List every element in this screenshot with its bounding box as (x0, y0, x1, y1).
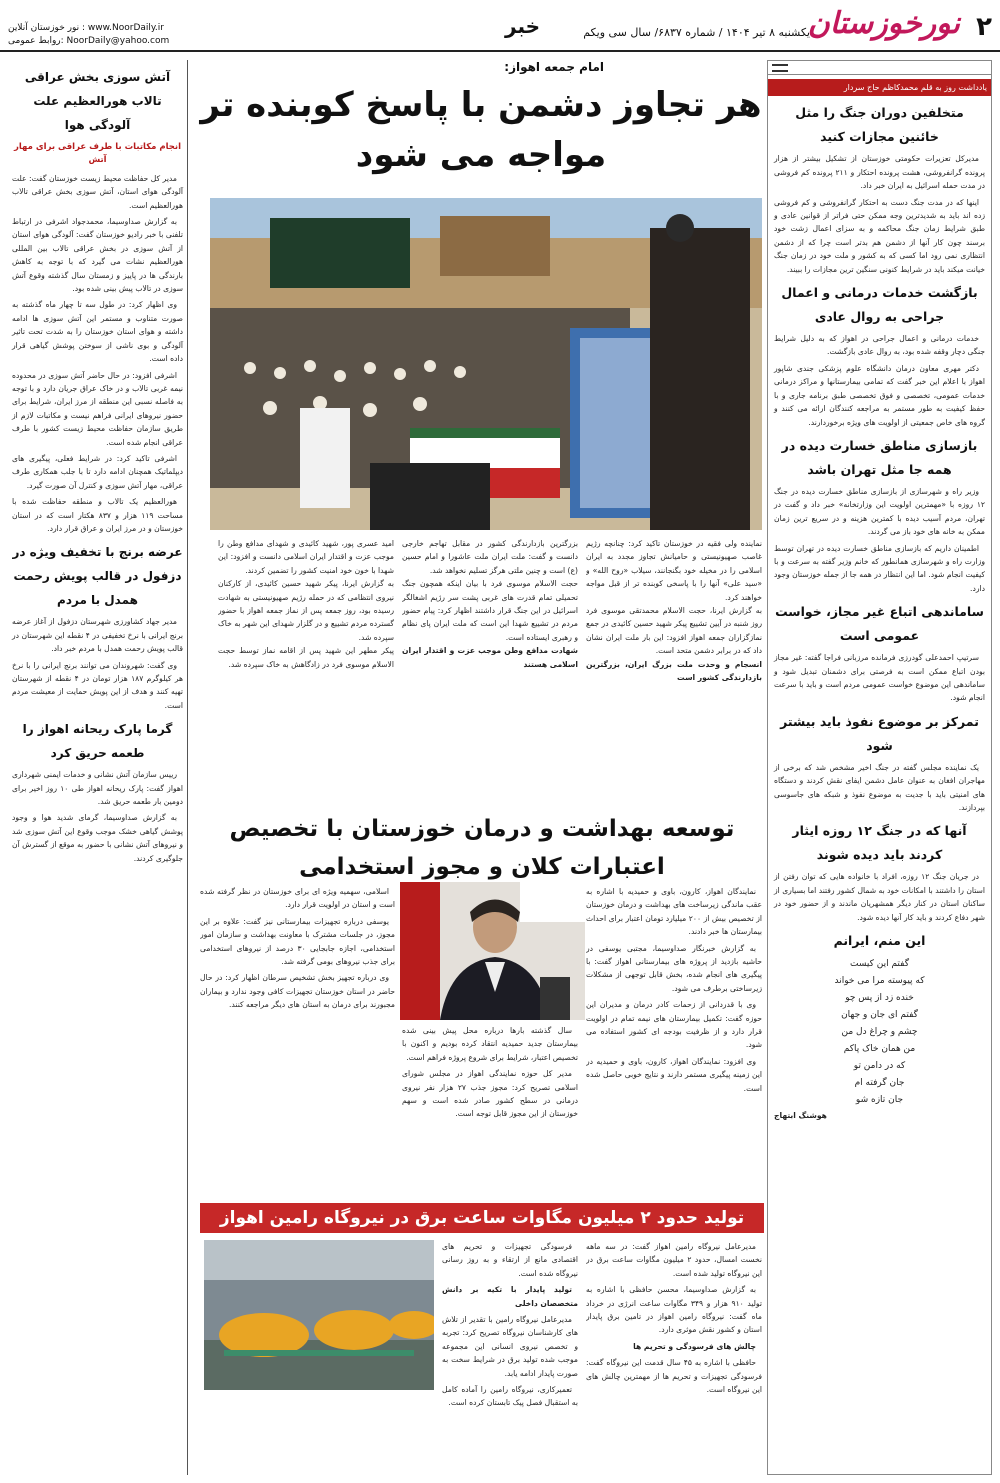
lead-headline: هر تجاوز دشمن با پاسخ کوبنده تر مواجه می شود (200, 85, 762, 175)
turbine-hall-image (204, 1240, 434, 1390)
paragraph: وی گفت: شهروندان می توانند برنج ایرانی را با نرخ هر کیلوگرم ۱۸۷ هزار تومان در ۴ نقطه از شهرستان تهیه کنند و هدف از این پویش حمایت از معیشت مردم است. (12, 660, 184, 710)
paragraph: به گزارش ایرنا، پیکر شهید حسین کائیدی، از کارکنان نیروی انتظامی که در حمله رژیم صهیونیستی به شهادت رسیده بود، روز جمعه پس از نماز جمعه اهواز با حضور گسترده مردم تشییع و در گلزار شهدای این شهر به خاک سپرده شد. (218, 579, 394, 642)
paragraph: اطمینان داریم که بازسازی مناطق خسارت دیده در تهران توسط وزارت راه و شهرسازی همانطور که خانم وزیر گفته به سرعت و با کیفیت انجام شود. اما این انتظار در همه جا از جمله خوزستان وجود دارد. (774, 543, 985, 593)
ceremony-image (210, 198, 762, 530)
paragraph: پیکر مطهر این شهید پس از اقامه نماز توسط حجت الاسلام موسوی فرد در زادگاهش به خاک سپرده شد. (218, 646, 394, 669)
paragraph: وی درباره تجهیز بخش تشخیص سرطان اظهار کرد: در حال حاضر در استان خوزستان تجهیزات کافی وجود ندارد و بیماران مجبورند برای درمان به استان های دیگر مراجعه کنند. (200, 973, 395, 1010)
paragraph: اسلامی، سهمیه ویژه ای برای خوزستان در نظر گرفته شده است و استان در اولویت قرار دارد. (200, 887, 395, 910)
newspaper-logo: نورخوزستان (807, 6, 960, 41)
paragraph: وی افزود: نمایندگان اهواز، کارون، باوی و حمیدیه در این زمینه پیگیری مستمر دارند و نتایج خوبی حاصل شده است. (586, 1056, 762, 1093)
friday-prayer-photo (210, 198, 762, 530)
poem-line: جان تازه شو (855, 1095, 904, 1106)
site-url[interactable]: نور خوزستان آنلاین : www.NoorDaily.ir (8, 23, 164, 33)
headline-violators: متخلفین دوران جنگ را مثل خائنین مجازات کنید (795, 105, 964, 145)
paragraph: نماینده ولی فقیه در خوزستان تاکید کرد: چنانچه رژیم غاصب صهیونیستی و حامیانش تجاوز مجدد به ایران اسلامی را در مخیله خود بگنجانند، سیلاب «روح الله» و «سید علی» آنها را با پاسخی کوبنده تر از قبل مواجه خواهند کرد. (586, 539, 762, 602)
poem-line: من همان خاک پاکم (843, 1044, 916, 1055)
paragraph: مدیرعامل نیروگاه رامین اهواز گفت: در سه ماهه نخست امسال، حدود ۲ میلیون مگاوات ساعت برق در این نیروگاه تولید شده است. (586, 1242, 762, 1278)
left-column (8, 60, 188, 1475)
headline-hawizeh: آتش سوزی بخش عراقی تالاب هورالعظیم علت آلودگی هوا (24, 70, 171, 132)
lead-col-2 (402, 537, 578, 829)
health-col-2 (402, 1024, 578, 1194)
poem-line: چشم و چراغ دل من (841, 1027, 918, 1038)
poem-line: جان گرفته ام (854, 1078, 905, 1089)
poem-line: گفتم این کیست (850, 959, 909, 970)
health-headline: توسعه بهداشت و درمان خوزستان با تخصیص اعتبارات کلان و مجوز استخدامی (229, 816, 735, 880)
lead-col-1 (586, 537, 762, 829)
paragraph: به گزارش صداوسیما، محمدجواد اشرفی در ارتباط تلفنی با خبر رادیو خوزستان گفت: آلودگی هوای استان از آتش سوزی در بخش عراقی تالاب بین المللی هورالعظیم نشات می گیرد که با توجه به کاهش بارندگی ها در پاییز و زمستان سال گذشته وقوع آتش سوزی در تالاب پیش بینی شده بود. (12, 217, 183, 294)
issue-date: یکشنبه ۸ تیر ۱۴۰۴ / شماره ۶۸۳۷/ سال سی ویکم (583, 26, 810, 39)
power-headline: تولید حدود ۲ میلیون مگاوات ساعت برق در نیروگاه رامین اهواز (200, 1203, 764, 1233)
paragraph: وزیر راه و شهرسازی از بازسازی مناطق خسارت دیده در جنگ ۱۲ روزه با «مهمترین اولویت این وزارتخانه» خبر داد و گفت در تهران، مردم آسیب دیده با کمترین هزینه و در سریع ترین زمان ممکن به خانه های خود باز می گردند. (774, 486, 985, 537)
power-col-1 (586, 1240, 762, 1475)
paragraph: بزرگترین بازدارندگی کشور در مقابل تهاجم خارجی دانست و گفت: ملت ایران ملت عاشورا و امام حسین (ع) است و چنین ملتی هرگز تسلیم نخواهد شد. (402, 539, 578, 575)
subheading: انسجام و وحدت ملت بزرگ ایران، بزرگترین بازدارندگی کشور است (586, 659, 762, 683)
paragraph: حافظی با اشاره به ۴۵ سال قدمت این نیروگاه گفت: فرسودگی تجهیزات و تحریم ها از مهمترین چالش های این نیروگاه است. (586, 1358, 762, 1395)
section-title: خبر (505, 14, 541, 38)
poem-line: خنده زد از پس چو (845, 993, 914, 1004)
poet-name: هوشنگ ابتهاج (774, 1111, 827, 1121)
lead-story (198, 60, 764, 180)
paragraph: به گزارش خبرنگار صداوسیما، مجتبی یوسفی در حاشیه بازدید از پروژه های بیمارستانی اهواز گفت: با پیگیری های انجام شده، بخش قابل توجهی از مشکلات زیرساختی برطرف می شود. (586, 943, 762, 993)
paragraph: مدیر کل حوزه نمایندگی اهواز در مجلس شورای اسلامی تصریح کرد: مجوز جذب ۲۷ هزار نفر نیروی درمانی در سطح کشور صادر شده است و سهم خوزستان از این مجوز قابل توجه است. (402, 1069, 578, 1119)
lead-col-3 (218, 537, 394, 829)
contact-email[interactable]: روابط عمومی: NoorDaily@yahoo.com (8, 36, 170, 46)
column-header (768, 61, 991, 75)
masthead (0, 0, 1000, 52)
poem-line: گفتم ای جان و جهان (841, 1010, 918, 1021)
headline-rebuild: بازسازی مناطق خسارت دیده در همه جا مثل تهران باشد (781, 437, 978, 477)
paragraph: مدیرکل تعزیرات حکومتی خوزستان از تشکیل بیشتر از هزار پرونده گرانفروشی، هشت پرونده احتکار و ۲۱۱ پرونده کم فروشی در مدت حمله اسرائیل به ایران خبر داد. (774, 154, 985, 191)
paragraph: به گزارش ایرنا، حجت الاسلام محمدتقی موسوی فرد روز شنبه در آیین تشییع پیکر شهید حسین کائیدی در جمع نمازگزاران جمعه اهواز افزود: این بار ملت ایران نشان داد که در برابر دشمن متحد است. (586, 606, 762, 656)
menu-lines-icon (772, 64, 788, 72)
paragraph: اشرفی تاکید کرد: در شرایط فعلی، پیگیری های دیپلماتیک همچنان ادامه دارد تا با جلب همکاری طرف عراقی، مهار آتش سوزی و کنترل آن صورت گیرد. (12, 453, 183, 490)
official-photo (400, 882, 585, 1020)
health-col-3 (200, 885, 395, 1195)
poem-line: که در دامن تو (853, 1061, 906, 1072)
headline-infiltration: تمرکز بر موضوع نفوذ باید بیشتر شود (780, 713, 979, 753)
page-number: ۲ (976, 12, 992, 42)
paragraph: فرسودگی تجهیزات و تحریم های اقتصادی مانع از ارتقاء و به روز رسانی نیروگاه شده است. (442, 1242, 578, 1278)
paragraph: اینها که در مدت جنگ دست به احتکار گرانفروشی و کم فروشی زده اند باید به شدیدترین وجه ممکن حتی فراتر از قوانین عادی و طبق شرایط زمان جنگ محاکمه و به سزای اعمال زشت خود برسند چون کار آنها از دشمن هم بدتر است چرا که از دشمن انتظاری نمی رود اما کسی که به کشور و ملت خود در زمان جنگ خیانت میکند باید در شرایط کنونی سنگین ترین مجازات را ببیند. (774, 197, 985, 274)
paragraph: مدیرعامل نیروگاه رامین با تقدیر از تلاش های کارشناسان نیروگاه تصریح کرد: تجربه و تخصص نیروی انسانی این مجموعه موجب شده تولید برق در شرایط سخت به صورت پایدار ادامه یابد. (442, 1315, 578, 1378)
paragraph: حجت الاسلام موسوی فرد با بیان اینکه همچون جنگ تحمیلی تمام قدرت های غربی پشت سر رژیم اشغالگر اسرائیل در این جنگ قرار داشتند اظهار کرد: پیام حضور مردم در تشییع شهدا این است که ملت ایران پای نظام و رهبری ایستاده است. (402, 579, 578, 642)
headline-park-fire: گرما پارک ریحانه اهواز را طعمه حریق کرد (22, 722, 173, 761)
paragraph: یوسفی درباره تجهیزات بیمارستانی نیز گفت: علاوه بر این مجوز، در جلسات مشترک با معاونت بهداشت و سازمان امور استخدامی، اجازه جابجایی ۳۰ درصد از نیروهای استخدامی برای جذب نیروهای بومی گرفته شد. (200, 916, 395, 967)
headline-sacrifice: آنها که در جنگ ۱۲ روزه ایثار کردند باید دیده شوند (792, 823, 967, 863)
health-col-1 (586, 885, 762, 1195)
paragraph: وی اظهار کرد: در طول سه تا چهار ماه گذشته به صورت متناوب و مستمر این آتش سوزی ها ادامه داشته و هوای استان خوزستان را به شدت تحت تاثیر آلودگی و بوی ناشی از سوختن پوشش گیاهی قرار داده است. (12, 300, 183, 364)
paragraph: وی با قدردانی از زحمات کادر درمان و مدیران این حوزه گفت: تکمیل بیمارستان های نیمه تمام در اولویت قرار دارد و از ظرفیت بودجه ای کشور استفاده می شود. (586, 1000, 762, 1050)
paragraph: در جریان جنگ ۱۲ روزه، افراد با خانواده هایی که توان رفتن از استان را داشتند با امکانات خود به شمال کشور رفتند اما بسیاری از ساکنان استان در کنار دیگر همشهریان ماندند و از حضور خود در شهر دفاع کردند و باید کار آنها دیده شود. (774, 872, 985, 922)
paragraph: تعمیرکاری، نیروگاه رامین را آماده کامل به استقبال فصل پیک تابستان کرده است. (442, 1385, 578, 1408)
lead-supertitle: امام جمعه اهواز: (504, 60, 604, 74)
paragraph: امید عسری پور، شهید کائیدی و شهدای مدافع وطن را موجب عزت و اقتدار ایران اسلامی دانست و افزود: این شهدا با خون خود امنیت کشور را تضمین کردند. (218, 539, 394, 575)
subheading: چالش های فرسودگی و تحریم ها (633, 1341, 756, 1351)
paragraph: به گزارش صداوسیما، محسن حافظی با اشاره به تولید ۹۱۰ هزار و ۳۴۹ مگاوات ساعت انرژی در خرداد ماه گفت: نیروگاه رامین اهواز در تامین برق پایدار استان و کشور نقش موثری دارد. (586, 1285, 762, 1335)
sub-kicker: انجام مکاتبات با طرف عراقی برای مهار آتش (13, 142, 182, 166)
paragraph: اشرفی افزود: در حال حاضر آتش سوزی در محدوده نیمه غربی تالاب و در خاک عراق جریان دارد و با توجه به فاصله نسبی این منطقه از مرز ایران، شرایط برای حضور نیروهای ایرانی فراهم نیست و مکاتبات لازم از طریق سازمان حفاظت محیط زیست کشور با طرف عراقی انجام شده است. (12, 370, 183, 447)
paragraph: خدمات درمانی و اعمال جراحی در اهواز که به دلیل شرایط جنگی دچار وقفه شده بود، به روال عادی بازگشت. (774, 334, 985, 357)
paragraph: سال گذشته بارها درباره محل پیش بینی شده بیمارستان جدید حمیدیه انتقاد کرده بودیم و اکنون با تخصیص اعتبار، شرایط برای شروع پروژه فراهم است. (402, 1026, 578, 1062)
paragraph: یک نماینده مجلس گفته در جنگ اخیر مشخص شد که برخی از مهاجران افغان به عنوان عامل دشمن ایفای نقش کردند و دستگاه های امنیتی باید با جدیت به موضوع نفوذ و شبکه های جاسوسی بپردازند. (774, 762, 985, 812)
portrait-image (400, 882, 585, 1020)
poem-line: که پیوسته مرا می خواند (834, 976, 925, 987)
powerplant-photo (204, 1240, 434, 1390)
paragraph: دکتر مهری معاون درمان دانشگاه علوم پزشکی جندی شاپور اهواز با اعلام این خبر گفت که تمامی بیمارستانها و مراکز درمانی خدمات عمومی، تخصصی و فوق تخصصی طبق برنامه جاری و با حفظ کیفیت به طور مستمر به مراجعه کنندگان ارائه می کنند و گروه های خاص جمعیتی از اولویت های ویژه برخوردارند. (774, 363, 985, 427)
paragraph: به گزارش صداوسیما، گرمای شدید هوا و وجود پوشش گیاهی خشک موجب وقوع این آتش سوزی شد و نیروهای آتش نشانی با حضور به موقع از گسترش آن جلوگیری کردند. (12, 813, 183, 863)
power-col-2 (442, 1240, 578, 1475)
headline-nationals: ساماندهی اتباع غیر مجاز، خواست عمومی است (775, 604, 984, 644)
subheading: تولید پایدار با تکیه بر دانش متخصصان داخلی (442, 1285, 578, 1308)
paragraph: مدیر جهاد کشاورزی شهرستان دزفول از آغاز عرضه برنج ایرانی با نرخ تخفیفی در ۴ نقطه این شهرستان در قالب پویش رحمت همدل با مردم خبر داد. (12, 617, 183, 654)
note-kicker: یادداشت روز به قلم محمدکاظم حاج سردار (768, 79, 991, 96)
headline-rice: عرضه برنج با تخفیف ویژه در دزفول در قالب پویش رحمت همدل با مردم (12, 545, 183, 608)
paragraph: نمایندگان اهواز، کارون، باوی و حمیدیه با اشاره به عقب ماندگی زیرساخت های بهداشت و درمان خوزستان از تخصیص بیش از ۲۰۰ میلیارد تومان اعتبار برای احداث بیمارستان ها خبر دادند. (586, 887, 762, 937)
paragraph: مدیر کل حفاظت محیط زیست خوزستان گفت: علت آلودگی هوای استان، آتش سوزی بخش عراقی تالاب هورالعظیم است. (12, 173, 183, 210)
headline-medical: بازگشت خدمات درمانی و اعمال جراحی به روال عادی (781, 285, 978, 325)
paragraph: هورالعظیم یک تالاب و منطقه حفاظت شده با مساحت ۱۱۹ هزار و ۸۳۷ هکتار است که در استان خوزستان و در مرز ایران و عراق قرار دارد. (12, 497, 183, 533)
poem (774, 956, 985, 1109)
site-info (8, 22, 169, 48)
paragraph: رییس سازمان آتش نشانی و خدمات ایمنی شهرداری اهواز گفت: پارک ریحانه اهواز طی ۱۰ روز اخیر برای دومین بار طعمه حریق شد. (12, 770, 183, 807)
headline-poem: این منم، ایرانم (833, 933, 926, 949)
right-column (767, 60, 992, 1475)
paragraph: سرتیپ احمدعلی گودرزی فرمانده مرزبانی فراجا گفته: غیر مجاز بودن اتباع ممکن است به فرصتی برای دشمنان تبدیل شود و ساماندهی این موضوع خواست عمومی مردم است و باید با سرعت انجام شود. (774, 653, 985, 703)
subheading: شهادت مدافع وطن موجب عزت و اقتدار ایران اسلامی هستند (402, 646, 578, 669)
